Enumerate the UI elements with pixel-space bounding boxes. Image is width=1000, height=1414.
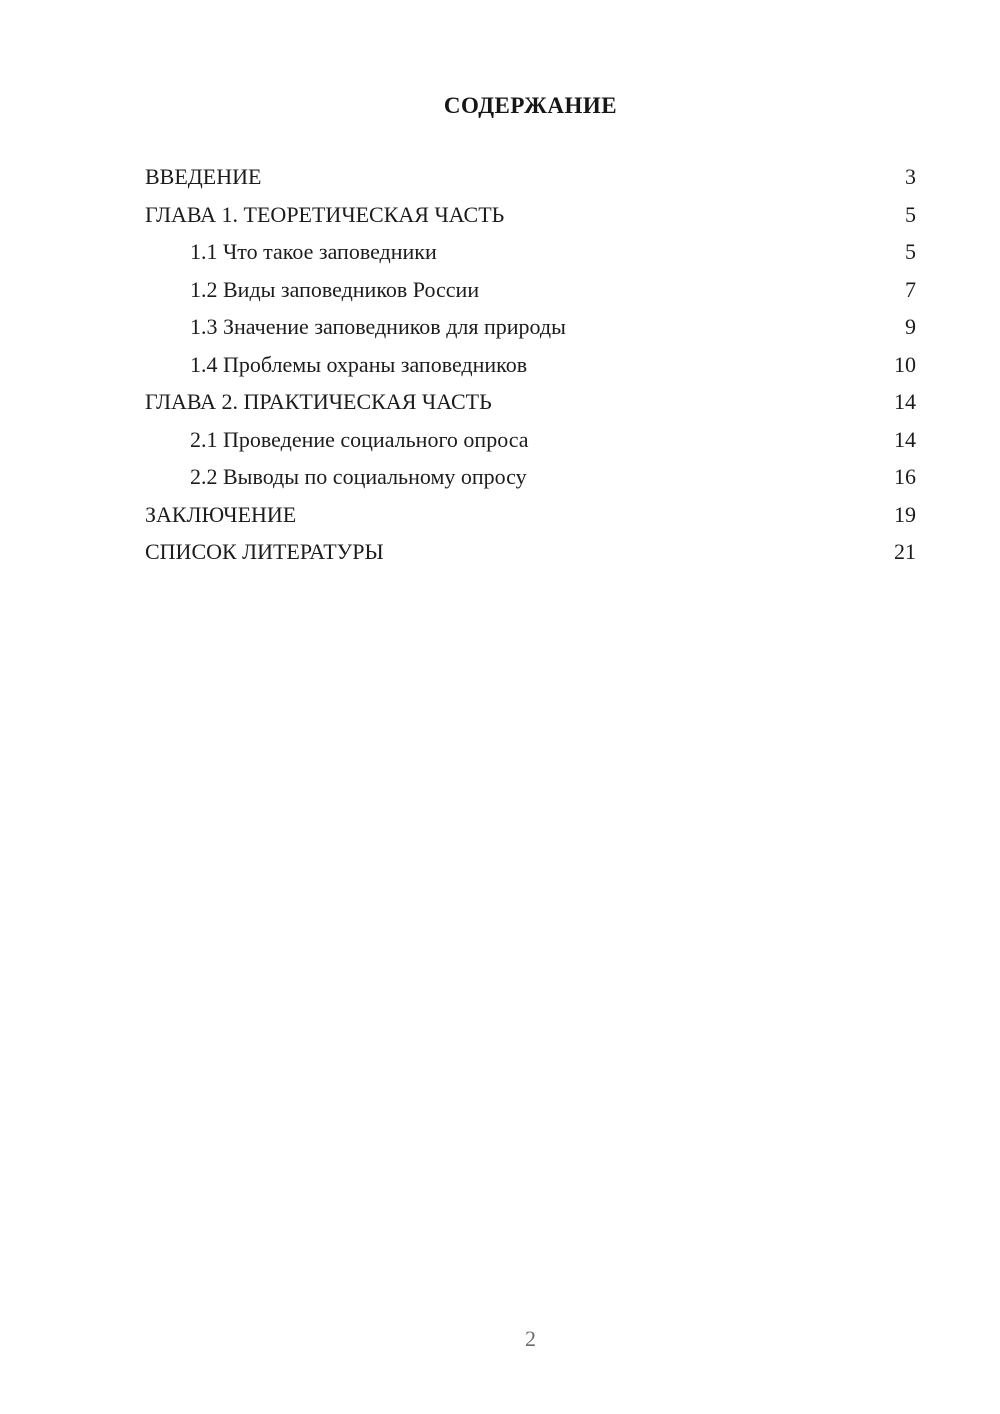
toc-row	[145, 346, 916, 384]
toc-entry-label: 1.1 Что такое заповедники	[190, 239, 437, 264]
toc-row	[145, 421, 916, 459]
toc-row	[145, 158, 916, 196]
toc-title: СОДЕРЖАНИЕ	[443, 93, 618, 118]
toc-row	[145, 533, 916, 571]
toc-row	[145, 271, 916, 309]
toc-entry-page-number: 14	[894, 389, 916, 414]
toc-entry-label: ГЛАВА 2. ПРАКТИЧЕСКАЯ ЧАСТЬ	[145, 389, 492, 414]
toc-entry-label: СПИСОК ЛИТЕРАТУРЫ	[145, 539, 384, 564]
toc-entry-page-number: 7	[905, 276, 916, 302]
toc-entry-page-number: 5	[905, 239, 916, 264]
toc-entry-label: ЗАКЛЮЧЕНИЕ	[145, 501, 297, 527]
toc-entry-label: ВВЕДЕНИЕ	[145, 164, 262, 189]
toc-entry-page-number: 9	[905, 314, 916, 339]
toc-entry-page-number: 5	[905, 201, 916, 227]
toc-entry-page-number: 21	[894, 539, 916, 564]
toc-entry-label: ГЛАВА 1. ТЕОРЕТИЧЕСКАЯ ЧАСТЬ	[145, 201, 505, 227]
toc-entry-page-number: 3	[905, 164, 916, 189]
toc-row	[145, 383, 916, 421]
toc-entry-page-number: 10	[894, 351, 916, 377]
toc-entry-label: 1.2 Виды заповедников России	[190, 276, 480, 302]
toc-row	[145, 233, 916, 271]
toc-entry-page-number: 14	[894, 426, 916, 452]
toc-entry-page-number: 16	[894, 464, 916, 489]
toc-list	[145, 158, 916, 571]
page-number: 2	[525, 1326, 536, 1351]
toc-entry-label: 2.1 Проведение социального опроса	[190, 426, 529, 452]
toc-entry-label: 1.4 Проблемы охраны заповедников	[190, 351, 528, 377]
toc-entry-page-number: 19	[894, 501, 916, 527]
toc-entry-label: 1.3 Значение заповедников для природы	[190, 314, 566, 339]
toc-row	[145, 496, 916, 534]
toc-row	[145, 196, 916, 234]
toc-row	[145, 458, 916, 496]
toc-row	[145, 308, 916, 346]
toc-entry-label: 2.2 Выводы по социальному опросу	[190, 464, 527, 489]
